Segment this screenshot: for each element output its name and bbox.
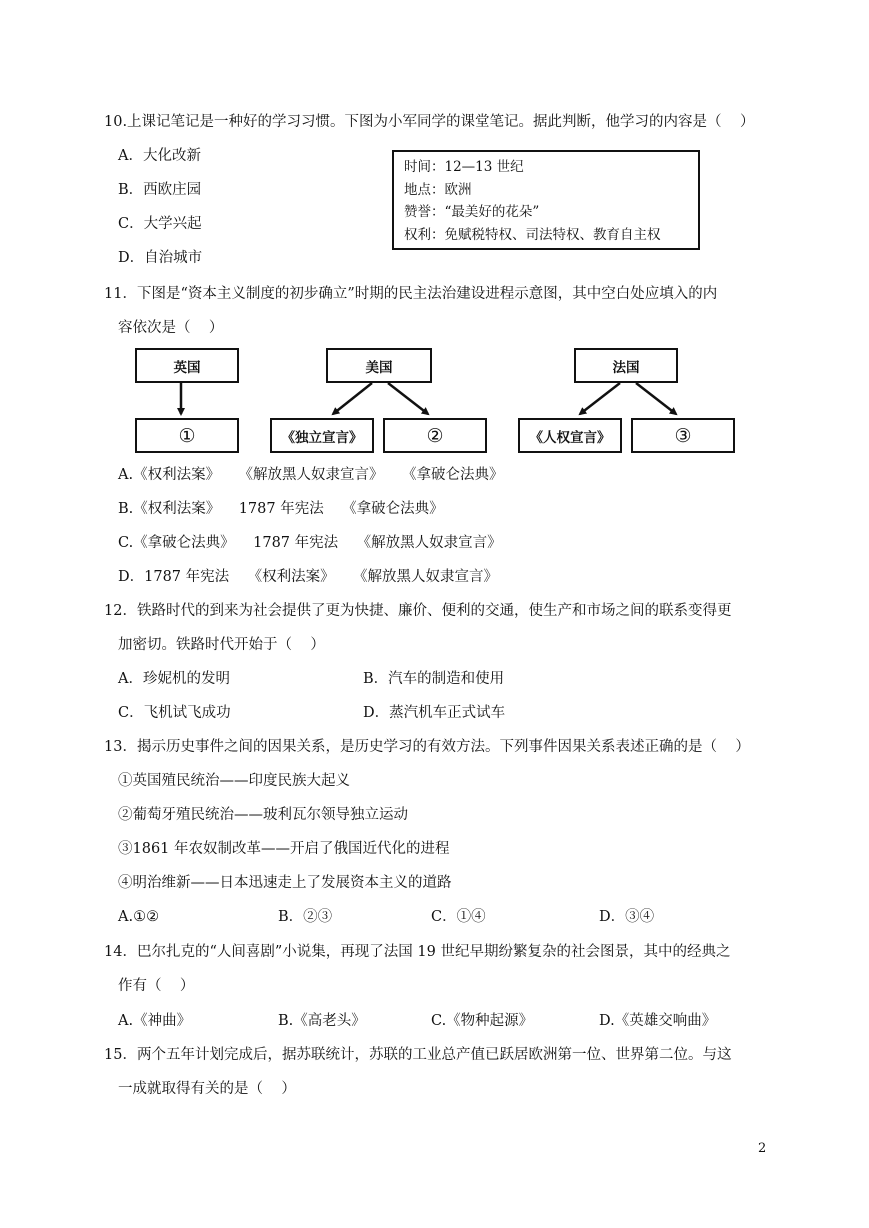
diagram-blank-1: ① <box>135 418 239 453</box>
q12-option-a: A．珍妮机的发明 <box>118 671 230 687</box>
diagram-box-us-doc: 《独立宣言》 <box>270 418 374 453</box>
diagram-box-us: 美国 <box>326 348 432 383</box>
q14-option-c: C.《物种起源》 <box>431 1013 534 1029</box>
diagram-box-fr-doc: 《人权宣言》 <box>518 418 622 453</box>
q11-stem-line1: 11．下图是“资本主义制度的初步确立”时期的民主法治建设进程示意图，其中空白处应填入的内 <box>104 286 718 302</box>
q10-option-b: B．西欧庄园 <box>118 182 202 198</box>
diagram-box-uk: 英国 <box>135 348 239 383</box>
q15-stem-line2: 一成就取得有关的是（ ） <box>118 1081 296 1097</box>
arrow-us-to-blank2 <box>388 383 428 414</box>
q12-option-b: B．汽车的制造和使用 <box>363 671 505 687</box>
q13-item-2: ②葡萄牙殖民统治——玻利瓦尔领导独立运动 <box>118 807 408 823</box>
q11-stem-line2: 容依次是（ ） <box>118 320 224 336</box>
note-line-time: 时间：12—13 世纪 <box>404 159 524 175</box>
q14-option-a: A.《神曲》 <box>118 1013 192 1029</box>
q13-item-1: ①英国殖民统治——印度民族大起义 <box>118 773 350 789</box>
q12-stem-line2: 加密切。铁路时代开始于（ ） <box>118 637 325 653</box>
q12-option-c: C．飞机试飞成功 <box>118 705 231 721</box>
q13-item-4: ④明治维新——日本迅速走上了发展资本主义的道路 <box>118 875 452 891</box>
q14-option-b: B.《高老头》 <box>278 1013 366 1029</box>
q13-option-c: C．①④ <box>431 909 486 925</box>
q10-option-c: C．大学兴起 <box>118 216 202 232</box>
q13-option-a: A.①② <box>118 909 160 925</box>
q11-option-a: A.《权利法案》 《解放黑人奴隶宣言》 《拿破仑法典》 <box>118 467 504 483</box>
q14-stem-line1: 14．巴尔扎克的“人间喜剧”小说集，再现了法国 19 世纪早期纷繁复杂的社会图景，其中的经典之 <box>104 944 731 960</box>
q12-stem-line1: 12．铁路时代的到来为社会提供了更为快捷、廉价、便利的交通，使生产和市场之间的联系变得更 <box>104 603 732 619</box>
note-line-place: 地点：欧洲 <box>404 181 472 198</box>
page-number: 2 <box>758 1141 767 1156</box>
q10-option-a: A．大化改新 <box>118 148 201 164</box>
diagram-blank-2: ② <box>383 418 487 453</box>
q11-option-d: D．1787 年宪法 《权利法案》 《解放黑人奴隶宣言》 <box>118 569 499 585</box>
note-line-praise: 赞誉：“最美好的花朵” <box>404 204 540 220</box>
diagram-blank-3: ③ <box>631 418 735 453</box>
note-line-rights: 权利：免赋税特权、司法特权、教育自主权 <box>404 226 661 243</box>
q10-option-d: D．自治城市 <box>118 250 203 266</box>
q15-stem-line1: 15．两个五年计划完成后，据苏联统计，苏联的工业总产值已跃居欧洲第一位、世界第二位。与这 <box>104 1047 732 1063</box>
arrow-fr-to-declaration <box>580 383 620 414</box>
diagram-box-fr: 法国 <box>574 348 678 383</box>
q11-option-b: B.《权利法案》 1787 年宪法 《拿破仑法典》 <box>118 501 444 517</box>
q12-option-d: D．蒸汽机车正式试车 <box>363 705 506 721</box>
q11-option-c: C.《拿破仑法典》 1787 年宪法 《解放黑人奴隶宣言》 <box>118 535 502 551</box>
q10-stem: 10.上课记笔记是一种好的学习习惯。下图为小军同学的课堂笔记。据此判断，他学习的内容是（ ） <box>104 114 755 130</box>
q13-stem: 13．揭示历史事件之间的因果关系，是历史学习的有效方法。下列事件因果关系表述正确的是（ ） <box>104 739 750 755</box>
arrow-us-to-declaration <box>333 383 372 414</box>
q14-option-d: D.《英雄交响曲》 <box>599 1013 717 1029</box>
q13-item-3: ③1861 年农奴制改革——开启了俄国近代化的进程 <box>118 841 450 857</box>
q13-option-b: B．②③ <box>278 909 333 925</box>
arrow-fr-to-blank3 <box>636 383 676 414</box>
q14-stem-line2: 作有（ ） <box>118 978 195 994</box>
q13-option-d: D．③④ <box>599 909 655 925</box>
